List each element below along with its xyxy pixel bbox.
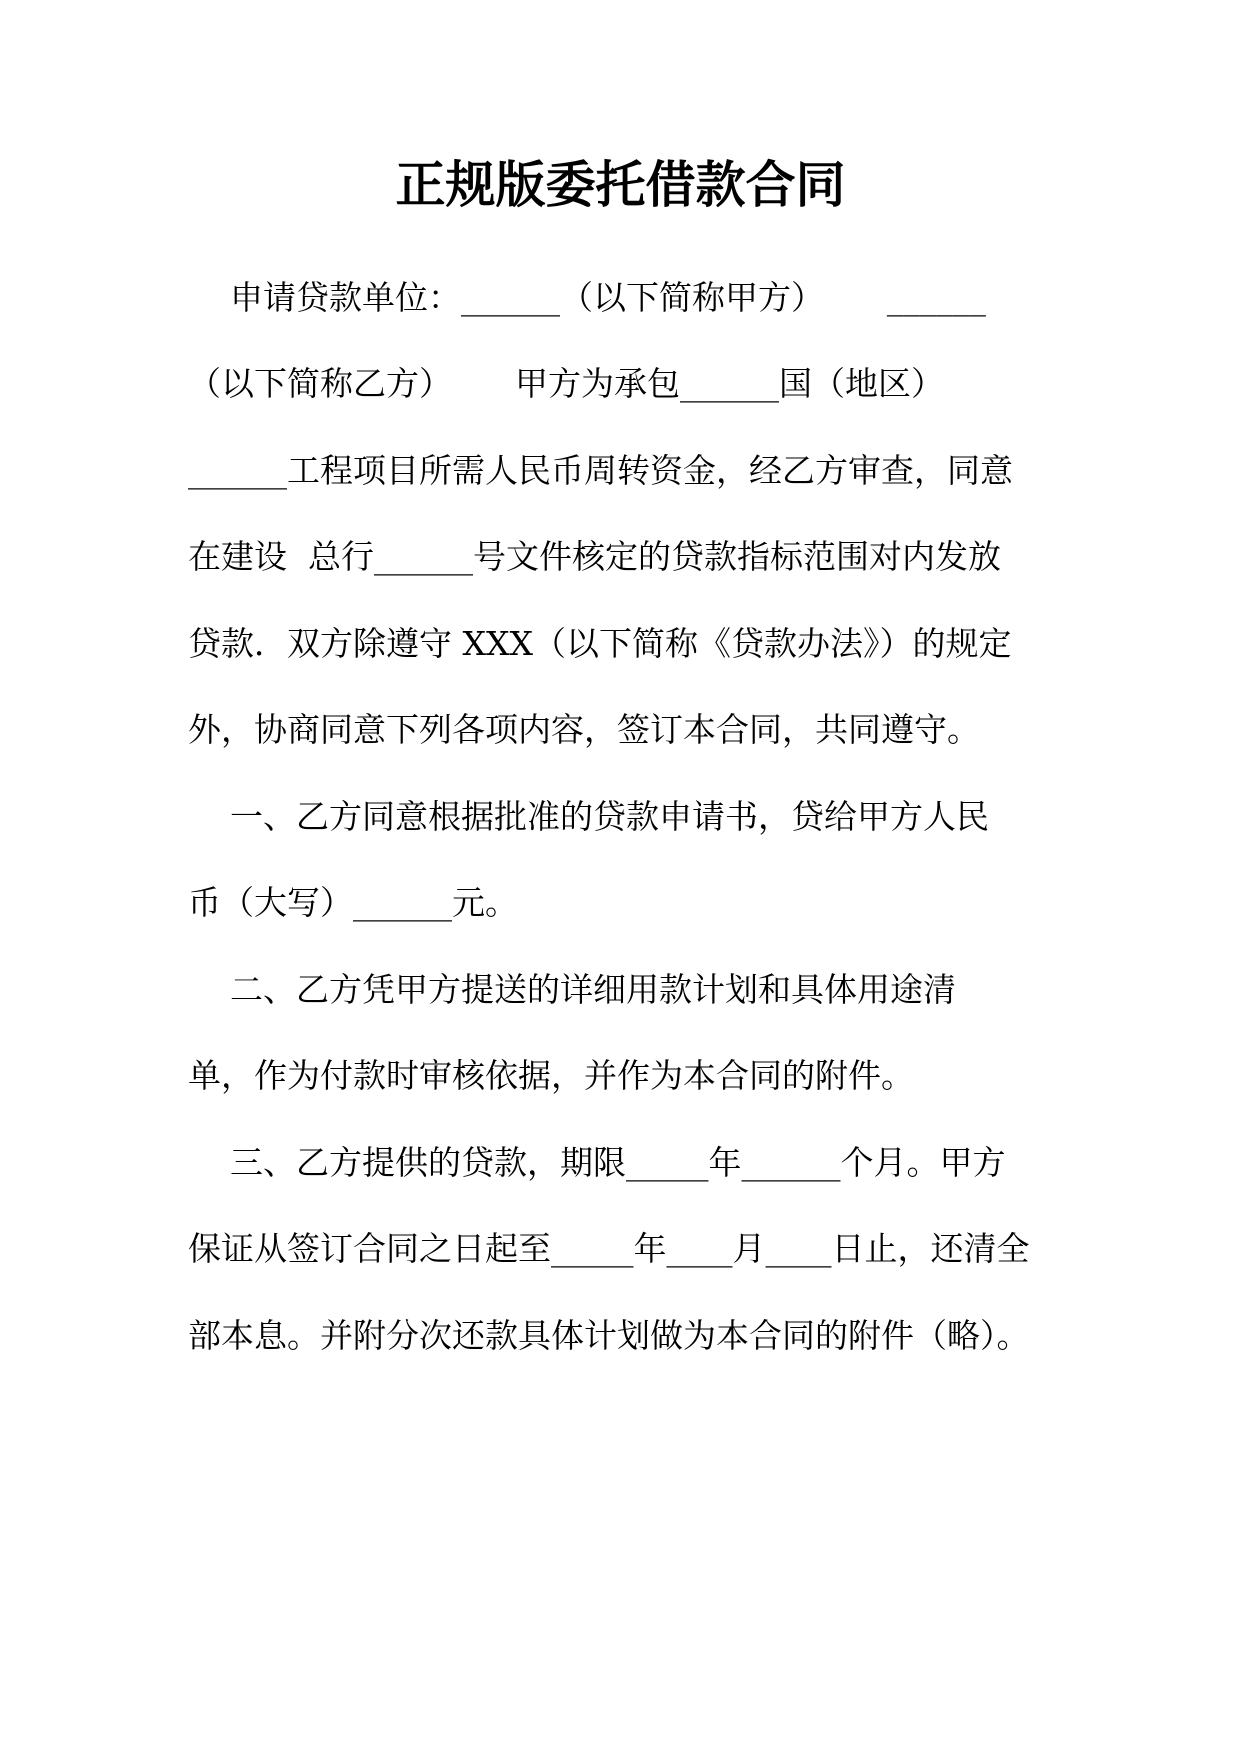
paragraph-line-9: 二、乙方凭甲方提送的详细用款计划和具体用途清 (188, 970, 956, 1009)
paragraph-line-5: 贷款．双方除遵守 XXX（以下简称《贷款办法》）的规定 (188, 624, 1012, 663)
paragraph-line-2: （以下简称乙方） 甲方为承包______国（地区） (188, 364, 944, 403)
paragraph-line-6: 外，协商同意下列各项内容，签订本合同，共同遵守。 (188, 710, 980, 749)
paragraph-line-12: 保证从签订合同之日起至_____年____月____日止，还清全 (188, 1229, 1030, 1268)
paragraph-line-4: 在建设 总行______号文件核定的贷款指标范围对内发放 (188, 537, 1001, 576)
paragraph-line-3: ______工程项目所需人民币周转资金，经乙方审查，同意 (188, 451, 1013, 490)
paragraph-line-10: 单，作为付款时审核依据，并作为本合同的附件。 (188, 1056, 914, 1095)
paragraph-line-1: 申请贷款单位：______（以下简称甲方） ______ (188, 278, 986, 317)
paragraph-line-13: 部本息。并附分次还款具体计划做为本合同的附件（略）。 (188, 1316, 1030, 1355)
paragraph-line-11: 三、乙方提供的贷款，期限_____年______个月。甲方 (188, 1143, 1006, 1182)
document-title: 正规版委托借款合同 (395, 156, 846, 214)
paragraph-line-8: 币（大写）______元。 (188, 883, 518, 922)
paragraph-line-7: 一、乙方同意根据批准的贷款申请书，贷给甲方人民 (188, 797, 989, 836)
